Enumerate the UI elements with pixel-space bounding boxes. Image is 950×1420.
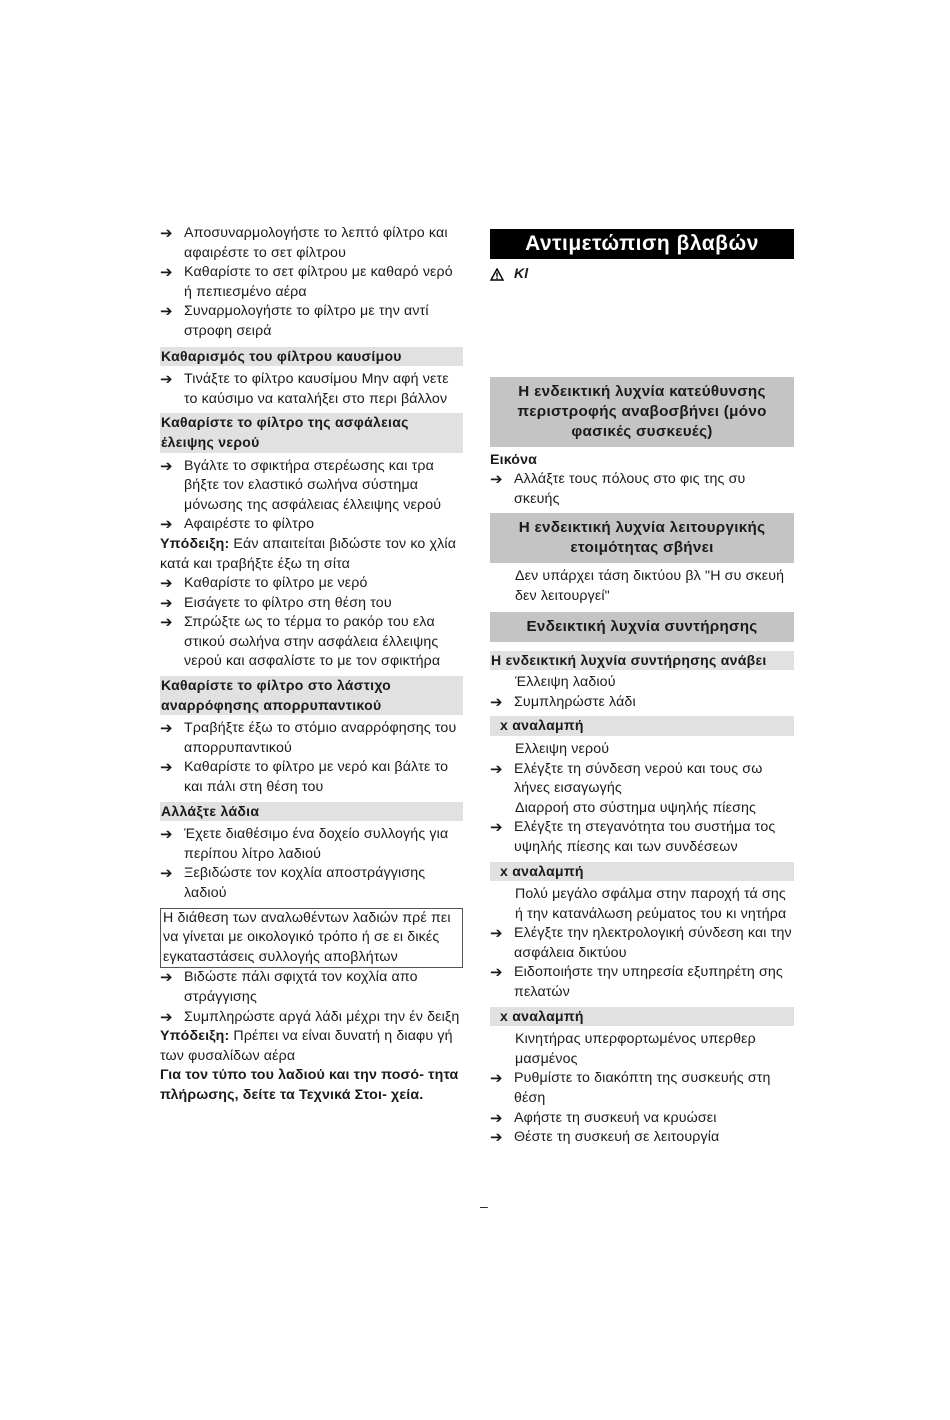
warning-triangle-icon <box>490 267 504 280</box>
list-item <box>160 758 463 797</box>
arrow-right-icon: ➔ <box>490 471 503 489</box>
page-title: Αντιμετώπιση βλαβών <box>490 229 794 259</box>
list-item-text: Καθαρίστε το σετ φίλτρου με καθαρό νερό ή πεπιεσμένο αέρα <box>184 264 453 300</box>
arrow-right-icon: ➔ <box>160 759 173 777</box>
warning-line <box>490 264 794 284</box>
list-item-text: Αποσυναρμολογήστε το λεπτό φίλτρο και αφαιρέστε το σετ φίλτρου <box>184 225 448 261</box>
list-item <box>160 574 463 594</box>
bullet-list <box>490 760 794 799</box>
list-item <box>490 693 794 713</box>
list-item-text: Έχετε διαθέσιμο ένα δοχείο συλλογής για περίπου λίτρο λαδιού <box>184 826 449 862</box>
subsection-heading: x αναλαμπή <box>490 1007 794 1027</box>
bullet-list <box>490 818 794 857</box>
bullet-list <box>490 1069 794 1147</box>
list-item-text: Τινάξτε το φίλτρο καυσίμου Μην αφή νετε το καύσιμο να καταλήξει στο περι βάλλον <box>184 371 449 407</box>
cause-text: Κινητήρας υπερφορτωμένος υπερθερ μασμένος <box>515 1031 756 1067</box>
cause-text: Ελλειψη νερού <box>515 740 610 757</box>
hint-label: Υπόδειξη: <box>160 535 230 552</box>
bullet-list <box>160 719 463 797</box>
list-item-text: Ξεβιδώστε τον κοχλία αποστράγγισης λαδιού <box>184 865 426 901</box>
section-heading: Αλλάξτε λάδια <box>160 802 463 822</box>
bullet-list <box>160 457 463 535</box>
arrow-right-icon: ➔ <box>490 925 503 943</box>
arrow-right-icon: ➔ <box>160 303 173 321</box>
list-item <box>160 457 463 516</box>
arrow-right-icon: ➔ <box>160 457 173 475</box>
list-item <box>160 968 463 1007</box>
list-item <box>160 224 463 263</box>
arrow-right-icon: ➔ <box>160 594 173 612</box>
list-item <box>490 760 794 799</box>
section-heading: Η ενδεικτική λυχνία λειτουργικής ετοιμότητας σβήνει <box>490 513 794 563</box>
bullet-list <box>160 574 463 672</box>
list-item-text: Ελέγξτε την ηλεκτρολογική σύνδεση και την ασφάλεια δικτύου <box>514 925 792 961</box>
hint-text: Πρέπει να είναι δυνατή η διαφυ γή των φυσαλίδων αέρα <box>160 1028 453 1064</box>
arrow-right-icon: ➔ <box>160 826 173 844</box>
list-item-text: Εισάγετε το φίλτρο στη θέση του <box>184 594 392 611</box>
section-heading: Καθαρισμός του φίλτρου καυσίμου <box>160 347 463 367</box>
list-item <box>490 1109 794 1129</box>
arrow-right-icon: ➔ <box>160 225 173 242</box>
arrow-right-icon: ➔ <box>160 969 173 987</box>
section-heading: Καθαρίστε το φίλτρο της ασφάλειας έλειψης νερού <box>160 413 463 452</box>
arrow-right-icon: ➔ <box>490 1109 503 1127</box>
list-item-text: Ρυθμίστε το διακόπτη της συσκευής στη θέση <box>514 1070 771 1107</box>
bullet-list <box>490 470 794 509</box>
subsection-heading: x αναλαμπή <box>490 716 794 736</box>
list-item-text: Συναρμολογήστε το φίλτρο με την αντί στροφη σειρά <box>184 303 429 339</box>
page-number: – <box>480 1198 488 1214</box>
section-heading: Καθαρίστε το φίλτρο στο λάστιχο αναρρόφησης απορρυπαντικού <box>160 676 463 715</box>
list-item-text: Ελέγξτε τη σύνδεση νερού και τους σω λήνες εισαγωγής <box>514 760 763 797</box>
hint-label: Υπόδειξη: <box>160 1028 230 1045</box>
arrow-right-icon: ➔ <box>160 371 173 389</box>
hint-paragraph <box>160 535 463 574</box>
list-item <box>490 818 794 857</box>
list-item-text: Βιδώστε πάλι σφιχτά τον κοχλία απο στράγγισης <box>184 969 418 1005</box>
list-item <box>490 924 794 963</box>
subsection-heading: Η ενδεικτική λυχνία συντήρησης ανάβει <box>490 651 794 671</box>
list-item <box>160 825 463 864</box>
list-item-text: Βγάλτε το σφικτήρα στερέωσης και τρα βήξτε τον ελαστικό σωλήνα σύστημα μόνωσης της ασφάλειας έλλειψης νερού <box>184 457 442 513</box>
figure-label: Εικόνα <box>490 451 538 468</box>
arrow-right-icon: ➔ <box>160 516 173 534</box>
left-column <box>160 224 463 1106</box>
list-item <box>490 1069 794 1108</box>
list-item-text: Καθαρίστε το φίλτρο με νερό <box>184 575 368 592</box>
cause-text: Διαρροή στο σύστημα υψηλής πίεσης <box>515 799 756 816</box>
hint-paragraph <box>160 1027 463 1066</box>
environment-note: Η διάθεση των αναλωθέντων λαδιών πρέ πει να γίνεται με οικολογικό τρόπο ή σε ει δικές εγκαταστάσεις συλλογής αποβλήτων <box>160 908 463 969</box>
list-item <box>160 594 463 614</box>
right-column <box>490 229 794 1148</box>
list-item <box>490 470 794 509</box>
list-item <box>160 719 463 758</box>
arrow-right-icon: ➔ <box>490 1129 503 1147</box>
list-item <box>160 613 463 672</box>
list-item <box>160 302 463 341</box>
arrow-right-icon: ➔ <box>160 1008 173 1026</box>
bullet-list <box>490 693 794 713</box>
list-item-text: Αφήστε τη συσκευή να κρυώσει <box>514 1109 717 1126</box>
arrow-right-icon: ➔ <box>160 614 173 632</box>
list-item <box>490 1128 794 1148</box>
list-item <box>160 263 463 302</box>
section-heading: Ενδεικτική λυχνία συντήρησης <box>490 612 794 642</box>
cause-text: Δεν υπάρχει τάση δικτύου βλ "Η συ σκευή δεν λειτουργεί" <box>515 568 785 604</box>
list-item-text: Τραβήξτε έξω το στόμιο αναρρόφησης του απορρυπαντικού <box>184 720 457 756</box>
list-item <box>160 1008 463 1028</box>
list-item-text: Καθαρίστε το φίλτρο με νερό και βάλτε το και πάλι στη θέση του <box>184 759 449 796</box>
list-item <box>160 370 463 409</box>
warning-text: Κl <box>514 265 529 281</box>
list-item-text: Αλλάξτε τους πόλους στο φις της συ σκευής <box>514 471 746 507</box>
arrow-right-icon: ➔ <box>490 964 503 982</box>
list-item <box>160 515 463 535</box>
arrow-right-icon: ➔ <box>160 865 173 883</box>
arrow-right-icon: ➔ <box>490 819 503 837</box>
bullet-list <box>490 924 794 1002</box>
hint-text: Εάν απαιτείται βιδώστε τον κο χλία κατά και τραβήξτε έξω τη σίτα <box>160 535 457 572</box>
section-heading: Η ενδεικτική λυχνία κατεύθυνσης περιστροφής αναβοσβήνει (μόνο φασικές συσκευές) <box>490 377 794 447</box>
cause-text: Έλλειψη λαδιού <box>515 674 616 691</box>
list-item <box>490 963 794 1002</box>
list-item-text: Ειδοποιήστε την υπηρεσία εξυπηρέτη σης πελατών <box>514 964 783 1001</box>
bullet-list <box>160 224 463 342</box>
list-item <box>160 864 463 903</box>
list-item-text: Ελέγξτε τη στεγανότητα του συστήμα τος υψηλής πίεσης και των συνδέσεων <box>514 819 776 855</box>
arrow-right-icon: ➔ <box>490 760 503 778</box>
arrow-right-icon: ➔ <box>160 575 173 593</box>
arrow-right-icon: ➔ <box>160 264 173 282</box>
subsection-heading: x αναλαμπή <box>490 862 794 882</box>
arrow-right-icon: ➔ <box>490 693 503 711</box>
bullet-list <box>160 968 463 1027</box>
list-item-text: Θέστε τη συσκευή σε λειτουργία <box>514 1129 720 1146</box>
list-item-text: Αφαιρέστε το φίλτρο <box>184 516 315 533</box>
arrow-right-icon: ➔ <box>160 720 173 738</box>
arrow-right-icon: ➔ <box>490 1070 503 1088</box>
bullet-list <box>160 825 463 903</box>
cause-text: Πολύ μεγάλο σφάλμα στην παροχή τά σης ή την κατανάλωση ρεύματος του κι νητήρα <box>515 886 787 922</box>
oil-spec-note: Για τον τύπο του λαδιού και την ποσό- τητα πλήρωσης, δείτε τα Τεχνικά Στοι- χεία. <box>160 1067 459 1103</box>
list-item-text: Σπρώξτε ως το τέρμα το ρακόρ του ελα στικού σωλήνα στην ασφάλεια έλλειψης νερού και ασφαλίστε το με τον σφικτήρα <box>184 614 441 670</box>
list-item-text: Συμπληρώστε λάδι <box>514 693 636 710</box>
bullet-list <box>160 370 463 409</box>
list-item-text: Συμπληρώστε αργά λάδι μέχρι την έν δειξη <box>184 1008 460 1025</box>
